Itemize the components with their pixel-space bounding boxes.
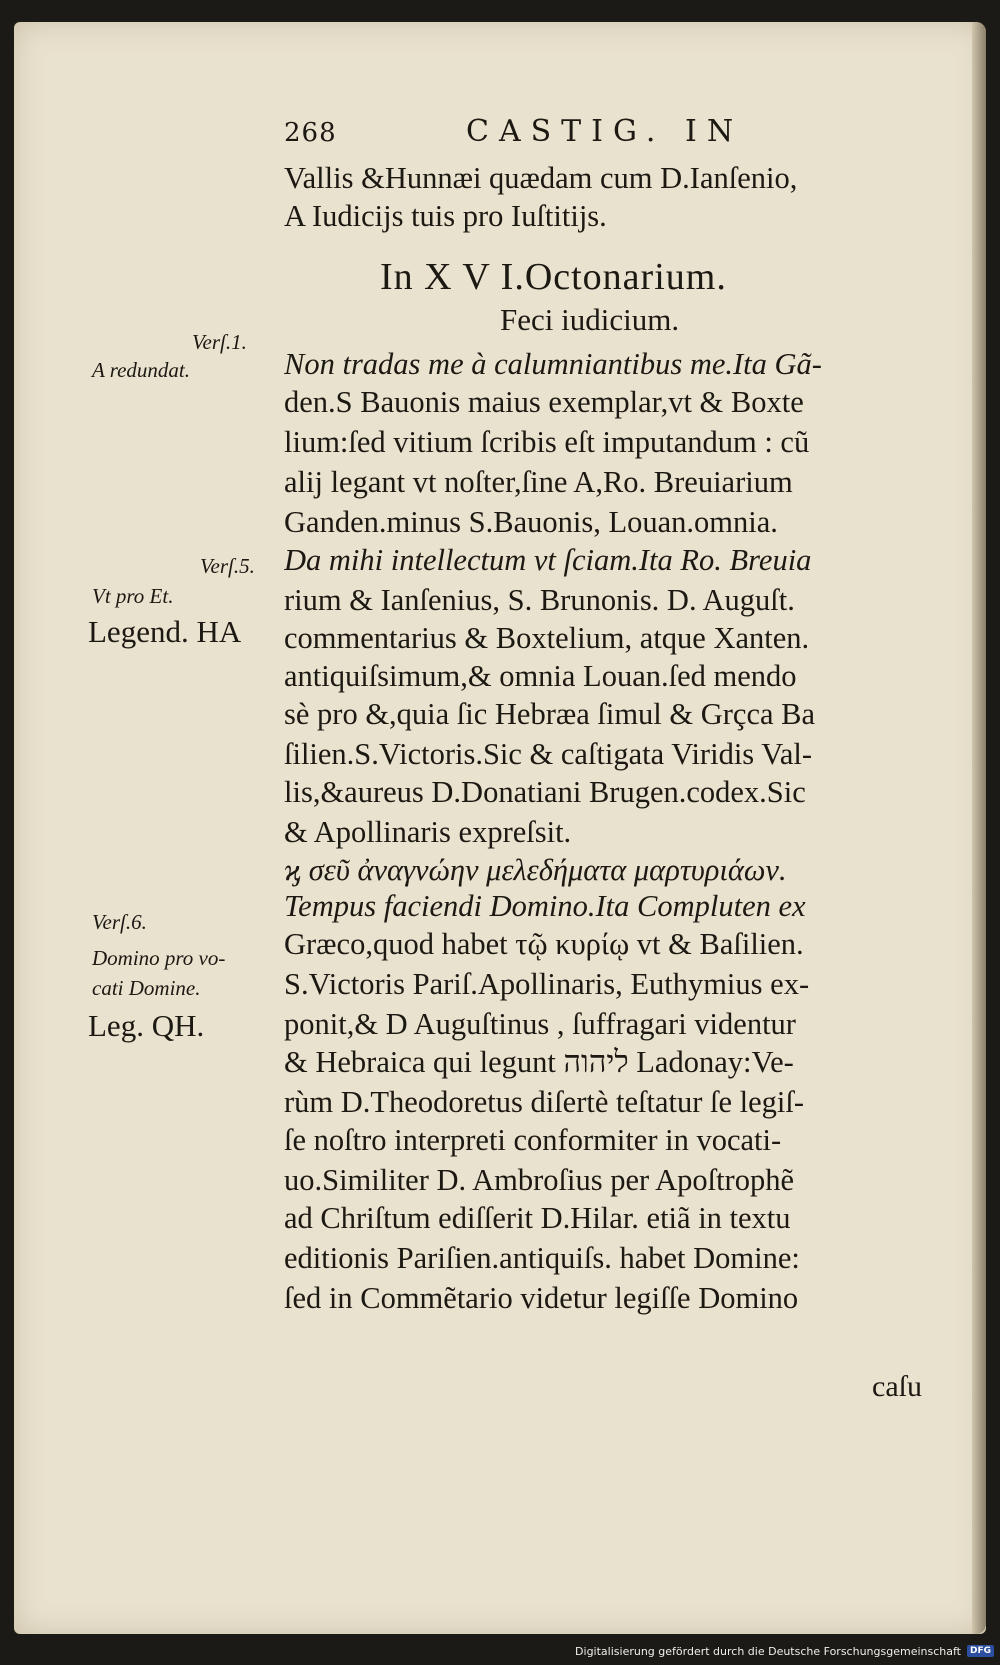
- text-line: sè pro &,quia ſic Hebræa ſimul & Grçca Ba: [284, 697, 816, 731]
- text-line: lium:ſed vitium ſcribis eſt imputandum : cũ: [284, 425, 810, 459]
- text-line: Vallis &Hunnæi quædam cum D.Ianſenio,: [284, 161, 798, 195]
- text-line: Græco,quod habet τῷ κυρίῳ vt & Baſilien.: [284, 927, 804, 961]
- text-line: & Hebraica qui legunt ליהוה Ladonay:Ve-: [284, 1045, 794, 1079]
- text-line: Ganden.minus S.Bauonis, Louan.omnia.: [284, 505, 778, 539]
- text-line: den.S Bauonis maius exemplar,vt & Boxte: [284, 385, 804, 419]
- page-header: [284, 114, 944, 158]
- credit-text: Digitalisierung gefördert durch die Deutsche Forschungsgemeinschaft: [575, 1644, 961, 1658]
- text-line: rùm D.Theodoretus diſertè teſtatur ſe legiſ-: [284, 1085, 805, 1119]
- text-line: lis,&aureus D.Donatiani Brugen.codex.Sic: [284, 775, 806, 809]
- text-line: rium & Ianſenius, S. Brunonis. D. Auguſt.: [284, 583, 795, 617]
- text-line: Tempus faciendi Domino.Ita Compluten ex: [284, 889, 806, 923]
- section-subtitle: Feci iudicium.: [500, 302, 680, 337]
- text-line: S.Victoris Pariſ.Apollinaris, Euthymius ex-: [284, 967, 810, 1001]
- page-number: 268: [284, 118, 337, 148]
- text-line: & Apollinaris expreſsit.: [284, 815, 572, 849]
- dfg-logo: DFG: [967, 1645, 994, 1657]
- text-line: antiquiſsimum,& omnia Louan.ſed mendo: [284, 659, 797, 693]
- text-line: ϗ σεῦ ἀναγνώην μελεδήματα μαρτυριάων.: [284, 853, 787, 887]
- margin-note-verse-1: Verſ.1.: [192, 330, 247, 354]
- text-line: editionis Pariſien.antiquiſs. habet Domine:: [284, 1241, 800, 1275]
- margin-note-verse-6: Verſ.6.: [92, 910, 147, 934]
- text-line: Da mihi intellectum vt ſciam.Ita Ro. Breuia: [284, 543, 812, 577]
- text-line: A Iudicijs tuis pro Iuſtitijs.: [284, 199, 607, 233]
- margin-note-vt-pro-et: Vt pro Et.: [92, 584, 174, 608]
- margin-note-a-redundat: A redundat.: [92, 358, 190, 382]
- running-head: CASTIG. IN: [466, 114, 744, 149]
- margin-note-verse-5: Verſ.5.: [200, 554, 255, 578]
- text-line: ſilien.S.Victoris.Sic & caſtigata Viridis Val-: [284, 737, 813, 771]
- text-line: ſe noſtro interpreti conformiter in vocati-: [284, 1123, 782, 1157]
- text-line: commentarius & Boxtelium, atque Xanten.: [284, 621, 810, 655]
- margin-note-cati-domine: cati Domine.: [92, 976, 201, 1000]
- text-line: alij legant vt noſter,ſine A,Ro. Breuiarium: [284, 465, 793, 499]
- page-spine-edge: [972, 22, 986, 1634]
- text-line: ponit,& D Auguſtinus , ſuffragari videntur: [284, 1007, 796, 1041]
- text-line: ad Chriſtum ediſſerit D.Hilar. etiã in textu: [284, 1201, 791, 1235]
- text-line: ſed in Commẽtario videtur legiſſe Domino: [284, 1281, 799, 1315]
- margin-note-domino: Domino pro vo-: [92, 946, 226, 970]
- margin-note-legend-ha: Legend. HA: [88, 614, 242, 649]
- margin-note-leg-qh: Leg. QH.: [88, 1008, 205, 1043]
- text-line: Non tradas me à calumniantibus me.Ita Gã-: [284, 347, 822, 381]
- section-title: In X V I.Octonarium.: [380, 256, 727, 298]
- digitization-credit: [575, 1643, 994, 1659]
- catchword: caſu: [872, 1370, 922, 1403]
- text-line: uo.Similiter D. Ambroſius per Apoſtrophẽ: [284, 1163, 794, 1197]
